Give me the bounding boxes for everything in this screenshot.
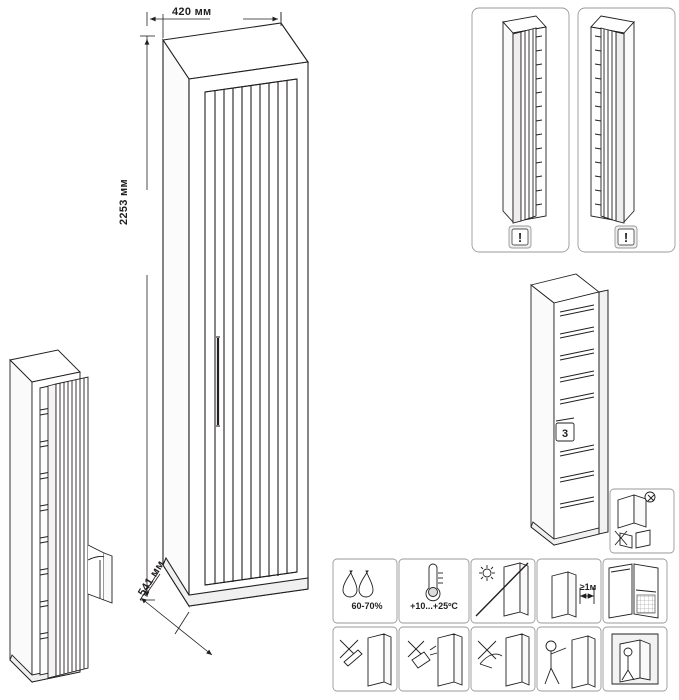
dimension-width-label: 420 мм (172, 6, 212, 18)
icon-cell-no-lean (603, 627, 667, 691)
dimension-depth-label: 541 мм (136, 558, 168, 599)
icon-cell-no-abrasive (471, 627, 535, 691)
warning-marker-left: ! (517, 230, 523, 245)
icon-cell-temperature (399, 559, 469, 623)
icon-cell-humidity (333, 559, 397, 623)
icon-cell-no-liquid (399, 627, 469, 691)
door-adjust-icon-box (610, 489, 674, 553)
min-distance-icon-label: ≥1м (579, 582, 597, 592)
temperature-icon-label: +10...+25ºC (410, 601, 458, 611)
main-cabinet-view (163, 23, 308, 606)
icon-cell-no-sunlight (471, 559, 535, 623)
open-cabinet-small-view (10, 350, 112, 682)
icon-cell-no-sharp (333, 627, 397, 691)
icon-cell-two-person (537, 627, 601, 691)
shelf-number: 3 (561, 428, 569, 440)
humidity-icon-label: 60-70% (351, 601, 383, 611)
shelf-cabinet-view (531, 274, 608, 547)
door-swing-option-right (578, 8, 675, 252)
dimension-height-label: 2253 мм (118, 179, 130, 225)
door-swing-option-left (472, 8, 569, 252)
warning-marker-right: ! (623, 230, 629, 245)
icon-cell-no-overload (603, 559, 667, 623)
